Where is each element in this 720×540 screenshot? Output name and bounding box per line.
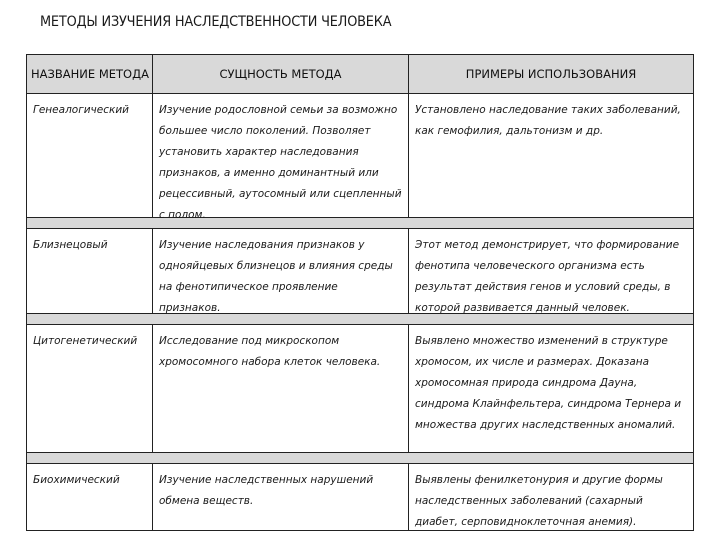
method-name-cell: Биохимический <box>27 464 153 530</box>
method-essence-cell: Изучение родословной семьи за возможно большее число поколений. Позволяет установить характер наследования признаков, а именно доминантный или рецессивный, аутосомный или сцепленный с полом. <box>153 94 409 217</box>
header-method-essence: СУЩНОСТЬ МЕТОДА <box>153 55 409 93</box>
row-separator <box>27 453 693 464</box>
table-header-row <box>27 55 693 94</box>
header-method-name: НАЗВАНИЕ МЕТОДА <box>27 55 153 93</box>
method-name-cell: Генеалогический <box>27 94 153 217</box>
usage-examples-cell: Установлено наследование таких заболеваний, как гемофилия, дальтонизм и др. <box>415 104 681 137</box>
usage-examples-cell: Выявлены фенилкетонурия и другие формы наследственных заболеваний (сахарный диабет, серповидноклеточная анемия). <box>415 474 663 528</box>
usage-examples-cell: Этот метод демонстрирует, что формирование фенотипа человеческого организма есть результат действия генов и условий среды, в которой развивается данный человек. <box>415 239 680 314</box>
table-row <box>27 325 693 453</box>
method-essence-cell: Исследование под микроскопом хромосомного набора клеток человека. <box>153 325 409 452</box>
method-essence-cell: Изучение наследования признаков у однояйцевых близнецов и влияния среды на фенотипическое проявление признаков. <box>153 229 409 313</box>
table-row <box>27 229 693 314</box>
page-title: МЕТОДЫ ИЗУЧЕНИЯ НАСЛЕДСТВЕННОСТИ ЧЕЛОВЕКА <box>40 14 392 30</box>
table-row <box>27 464 693 530</box>
method-essence-cell: Изучение наследственных нарушений обмена веществ. <box>153 464 409 530</box>
row-separator <box>27 218 693 229</box>
method-name-cell: Цитогенетический <box>27 325 153 452</box>
method-name-cell: Близнецовый <box>27 229 153 313</box>
usage-examples-cell: Выявлено множество изменений в структуре хромосом, их числе и размерах. Доказана хромосомная природа синдрома Дауна, синдрома Клайнфельтера, синдрома Тернера и множества других наследственных аномалий. <box>415 335 682 431</box>
table-row <box>27 94 693 221</box>
methods-table <box>26 54 694 531</box>
header-usage-examples: ПРИМЕРЫ ИСПОЛЬЗОВАНИЯ <box>465 67 637 81</box>
